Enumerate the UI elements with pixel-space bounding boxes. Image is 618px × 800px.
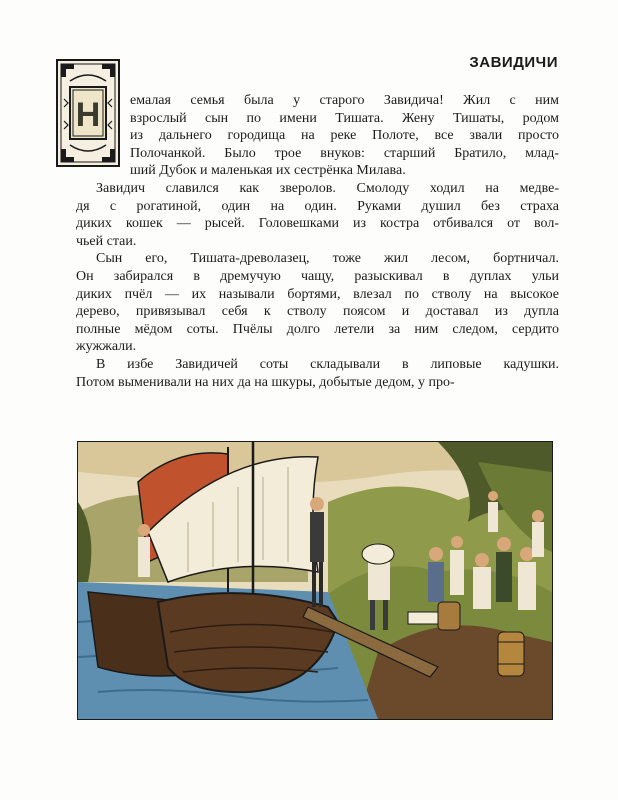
- paragraph: Завидич славился как зверолов. Смолоду ходил на медве-: [96, 180, 559, 196]
- paragraph: жужжали.: [76, 339, 137, 355]
- paragraph: из дальнего городища на реке Полоте, все звали просто: [130, 128, 559, 144]
- paragraph: Полочанкой. Было трое внуков: старший Братило, млад-: [130, 145, 559, 161]
- paragraph: диких кошек — рысей. Головешками из костра отбивался от вол-: [76, 216, 559, 232]
- paragraph: Потом выменивали на них да на шкуры, добытые дедом, у про-: [76, 374, 455, 390]
- story-text: [76, 92, 559, 391]
- paragraph: емалая семья была у старого Завидича! Жил с ним: [130, 93, 559, 108]
- page-title: ЗАВИДИЧИ: [469, 54, 558, 71]
- paragraph: ший Дубок и маленькая их сестрёнка Милава.: [130, 163, 406, 179]
- dropcap-letter: Н: [75, 96, 101, 134]
- paragraph: дя с рогатиной, один на один. Руками душил без страха: [76, 198, 559, 214]
- paragraph: Он забирался в дремучую чащу, разыскивал в дуплах ульи: [76, 268, 559, 284]
- paragraph: В избе Завидичей соты складывали в липовые кадушки.: [96, 356, 559, 372]
- illustration-boats: [77, 441, 553, 720]
- paragraph: чьей стаи.: [76, 233, 137, 249]
- paragraph: полные мёдом соты. Пчёлы долго летели за ним следом, сердито: [76, 321, 559, 337]
- paragraph: дерево, привязывал себя к стволу поясом и доставал из дупла: [76, 304, 559, 320]
- paragraph: диких пчёл — их называли бортями, влезал по стволу на высокое: [76, 286, 559, 302]
- paragraph: Сын его, Тишата-древолазец, тоже жил лесом, бортничал.: [96, 251, 559, 267]
- illustration-scene: [78, 442, 552, 719]
- paragraph: взрослый сын по имени Тишата. Жену Тишаты, родом: [130, 110, 559, 126]
